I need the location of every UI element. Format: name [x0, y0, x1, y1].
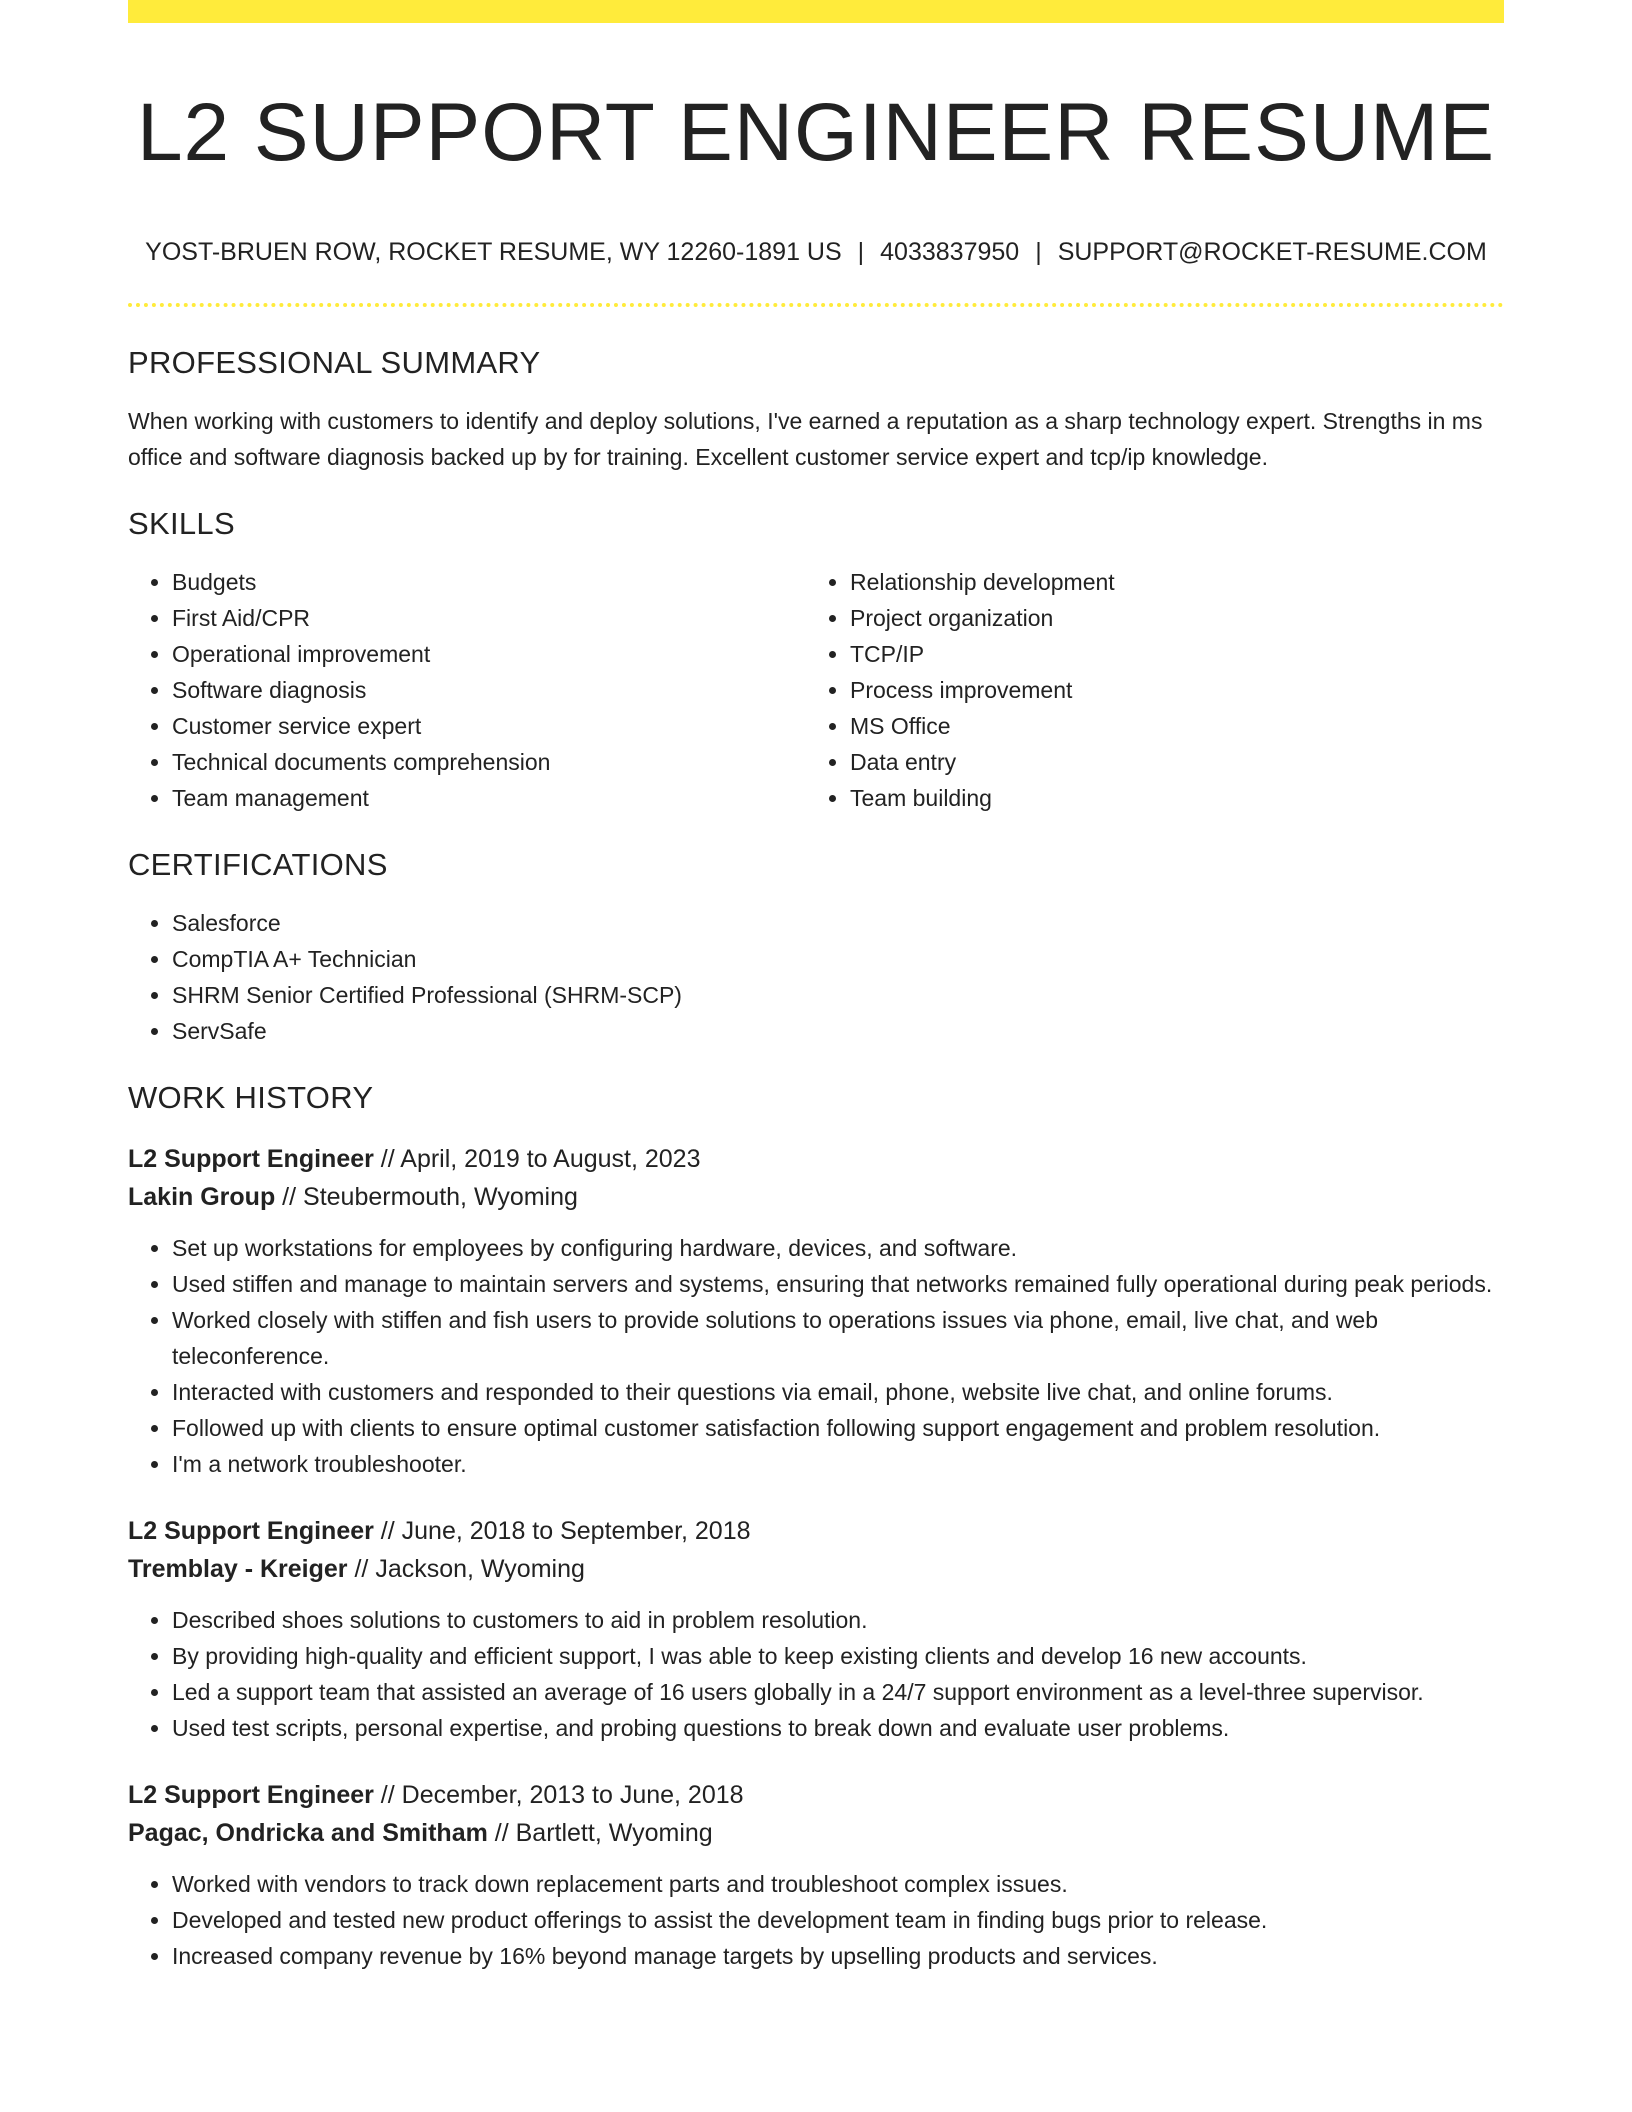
- contact-separator: |: [1035, 238, 1042, 266]
- list-item: • Data entry: [850, 744, 1550, 780]
- list-item: • Interacted with customers and responded to their questions via email, phone, website live chat, and online forums.: [172, 1374, 1504, 1410]
- skills-heading: SKILLS: [128, 506, 235, 541]
- job-bullets: [128, 1602, 1504, 1746]
- list-item: • Used stiffen and manage to maintain servers and systems, ensuring that networks remained fully operational during peak periods.: [172, 1266, 1504, 1302]
- skills-columns: [128, 564, 1504, 816]
- list-item: • MS Office: [850, 708, 1550, 744]
- contact-line: [128, 235, 1504, 269]
- job-title-line: [128, 1776, 1504, 1814]
- job-company: Lakin Group: [128, 1183, 276, 1211]
- work-history-heading: WORK HISTORY: [128, 1080, 374, 1115]
- list-item: • CompTIA A+ Technician: [172, 941, 1504, 977]
- contact-separator: |: [857, 238, 865, 266]
- job-location: // Steubermouth, Wyoming: [275, 1183, 578, 1211]
- contact-email: SUPPORT@ROCKET-RESUME.COM: [1057, 238, 1487, 266]
- job-title: L2 Support Engineer: [128, 1517, 374, 1545]
- certifications-heading: CERTIFICATIONS: [128, 847, 388, 882]
- job-dates: // April, 2019 to August, 2023: [373, 1145, 701, 1173]
- job-entry: [128, 1512, 1504, 1746]
- list-item: • Team management: [172, 780, 806, 816]
- job-title: L2 Support Engineer: [128, 1145, 374, 1173]
- skills-list-right: [806, 564, 1550, 816]
- accent-top-bar: [128, 0, 1504, 23]
- skills-section: [128, 504, 1504, 816]
- job-location: // Jackson, Wyoming: [347, 1555, 585, 1583]
- list-item: • Project organization: [850, 600, 1550, 636]
- list-item: • Set up workstations for employees by configuring hardware, devices, and software.: [172, 1230, 1504, 1266]
- job-company-line: [128, 1550, 1504, 1588]
- certifications-section: [128, 845, 1504, 1049]
- contact-address: YOST-BRUEN ROW, ROCKET RESUME, WY 12260-1891 US: [145, 238, 842, 266]
- list-item: • Described shoes solutions to customers to aid in problem resolution.: [172, 1602, 1504, 1638]
- list-item: • I'm a network troubleshooter.: [172, 1446, 1504, 1482]
- list-item: • Led a support team that assisted an average of 16 users globally in a 24/7 support environment as a level-three supervisor.: [172, 1674, 1504, 1710]
- job-dates: // December, 2013 to June, 2018: [373, 1781, 744, 1809]
- resume-page: [128, 0, 1504, 1974]
- list-item: • Relationship development: [850, 564, 1550, 600]
- job-bullets: [128, 1866, 1504, 1974]
- job-entry: [128, 1140, 1504, 1482]
- list-item: • Increased company revenue by 16% beyond manage targets by upselling products and services.: [172, 1938, 1504, 1974]
- summary-section: [128, 343, 1504, 475]
- list-item: • Used test scripts, personal expertise, and probing questions to break down and evaluate user problems.: [172, 1710, 1504, 1746]
- job-company-line: [128, 1178, 1504, 1216]
- work-history-section: [128, 1078, 1504, 1974]
- job-company: Tremblay - Kreiger: [128, 1555, 348, 1583]
- list-item: • Team building: [850, 780, 1550, 816]
- job-title: L2 Support Engineer: [128, 1781, 374, 1809]
- list-item: • Worked with vendors to track down replacement parts and troubleshoot complex issues.: [172, 1866, 1504, 1902]
- job-company-line: [128, 1814, 1504, 1852]
- job-company: Pagac, Ondricka and Smitham: [128, 1819, 488, 1847]
- list-item: • Process improvement: [850, 672, 1550, 708]
- summary-text: When working with customers to identify and deploy solutions, I've earned a reputation as a sharp technology expert. Strengths in ms office and software diagnosis backed up by for training. Excellent customer service expert and tcp/ip knowledge.: [128, 408, 1483, 470]
- list-item: • By providing high-quality and efficient support, I was able to keep existing clients and develop 16 new accounts.: [172, 1638, 1504, 1674]
- list-item: • Software diagnosis: [172, 672, 806, 708]
- skills-list-left: [128, 564, 806, 816]
- list-item: • Developed and tested new product offerings to assist the development team in finding bugs prior to release.: [172, 1902, 1504, 1938]
- list-item: • Worked closely with stiffen and fish users to provide solutions to operations issues via phone, email, live chat, and web teleconference.: [172, 1302, 1504, 1374]
- list-item: • Salesforce: [172, 905, 1504, 941]
- certifications-list: [128, 905, 1504, 1049]
- header-divider: [128, 303, 1504, 307]
- list-item: • SHRM Senior Certified Professional (SHRM-SCP): [172, 977, 1504, 1013]
- list-item: • Budgets: [172, 564, 806, 600]
- list-item: • TCP/IP: [850, 636, 1550, 672]
- list-item: • Customer service expert: [172, 708, 806, 744]
- job-location: // Bartlett, Wyoming: [487, 1819, 713, 1847]
- job-title-line: [128, 1140, 1504, 1178]
- list-item: • First Aid/CPR: [172, 600, 806, 636]
- jobs-container: [128, 1140, 1504, 1974]
- job-title-line: [128, 1512, 1504, 1550]
- job-bullets: [128, 1230, 1504, 1482]
- job-dates: // June, 2018 to September, 2018: [373, 1517, 751, 1545]
- summary-heading: PROFESSIONAL SUMMARY: [128, 345, 541, 380]
- list-item: • Operational improvement: [172, 636, 806, 672]
- job-entry: [128, 1776, 1504, 1974]
- list-item: • Followed up with clients to ensure optimal customer satisfaction following support engagement and problem resolution.: [172, 1410, 1504, 1446]
- resume-title: L2 SUPPORT ENGINEER RESUME: [136, 87, 1496, 178]
- list-item: • Technical documents comprehension: [172, 744, 806, 780]
- list-item: • ServSafe: [172, 1013, 1504, 1049]
- contact-phone: 4033837950: [880, 238, 1020, 266]
